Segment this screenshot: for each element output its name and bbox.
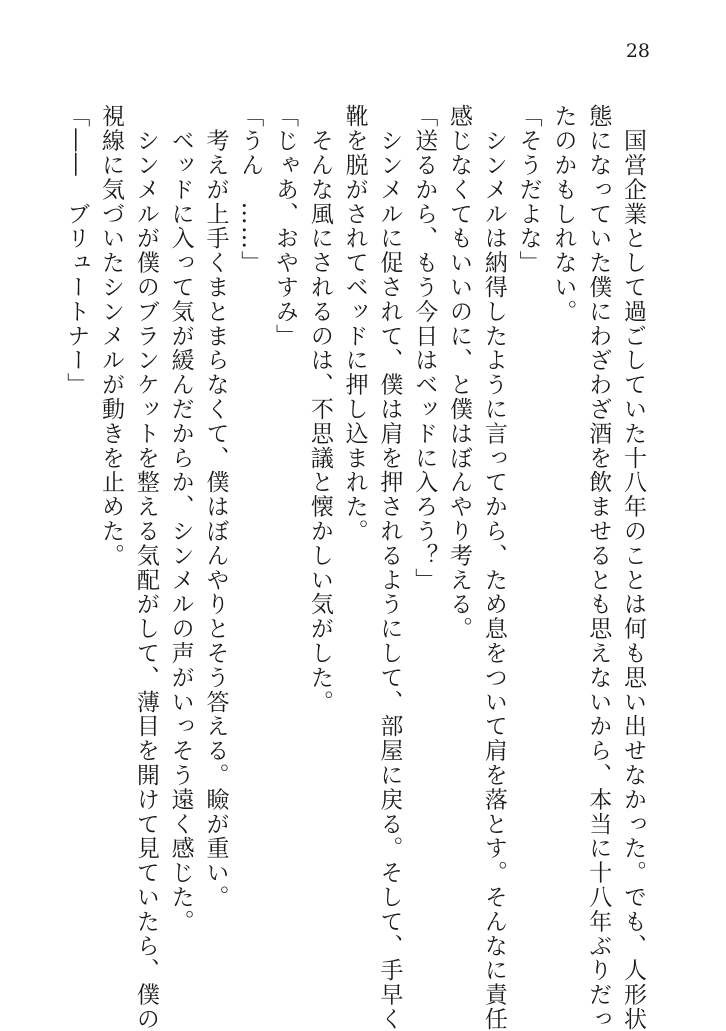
text-line-12: 「うん ……」 (237, 104, 264, 275)
page-number: 28 (625, 40, 650, 62)
text-line-05: シンメルは納得したように言ってから、ため息をついて肩を落とす。そんなに責任 (480, 104, 507, 1031)
text-line-07: 「送るから、もう今日はベッドに入ろう？」 (411, 104, 438, 592)
text-line-17: 「―― ブリュートナー」 (63, 104, 90, 397)
text-line-10: そんな風にされるのは、不思議と懐かしい気がした。 (306, 104, 333, 714)
text-line-06: 感じなくてもいいのに、と僕はぼんやり考える。 (446, 104, 473, 641)
text-line-09: 靴を脱がされてベッドに押し込まれた。 (341, 104, 368, 544)
text-line-16: 視線に気づいたシンメルが動きを止めた。 (98, 104, 125, 568)
text-line-14: ベッドに入って気が緩んだからか、シンメルの声がいっそう遠く感じた。 (167, 104, 194, 934)
novel-text-body (58, 104, 650, 1031)
text-line-15: シンメルが僕のブランケットを整える気配がして、薄目を開けて見ていたら、僕の (132, 104, 159, 1031)
text-line-03: たのかもしれない。 (550, 104, 577, 324)
text-line-13: 考えが上手くまとまらなくて、僕はぼんやりとそう答える。瞼が重い。 (202, 104, 229, 910)
text-line-02: 態になっていた僕にわざわざ酒を飲ませるとも思えないから、本当に十八年ぶりだっ (585, 104, 612, 1031)
text-line-01: 国営企業として過ごしていた十八年のことは何も思い出せなかった。でも、人形状 (620, 104, 646, 1031)
text-line-04: 「そうだよな」 (515, 104, 542, 275)
text-line-08: シンメルに促されて、僕は肩を押されるようにして、部屋に戻る。そして、手早く (376, 104, 403, 1031)
text-line-11: 「じゃあ、おやすみ」 (272, 104, 299, 348)
